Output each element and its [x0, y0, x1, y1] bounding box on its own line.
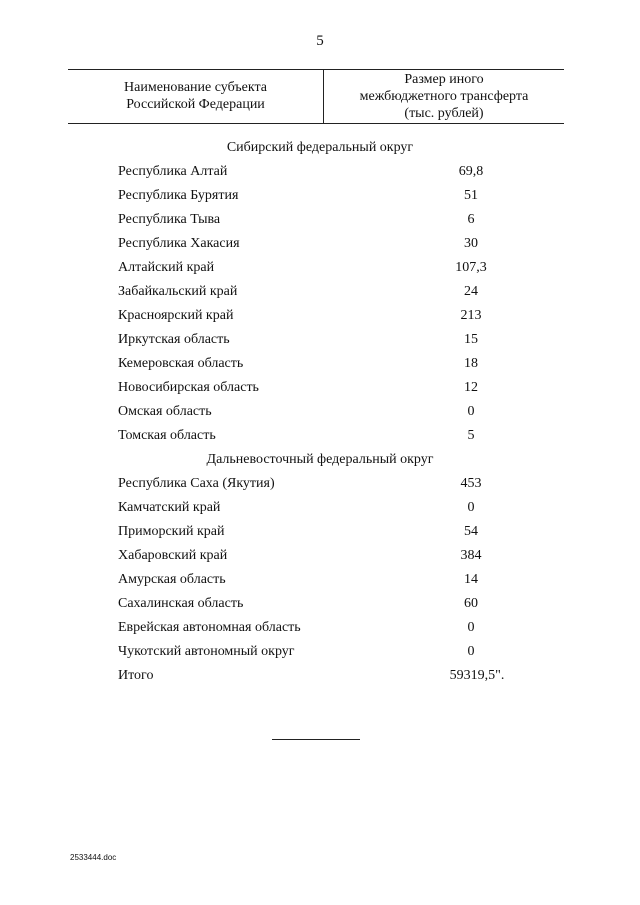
- table-row: [0, 232, 640, 256]
- table-row: [0, 544, 640, 568]
- transfer-amount: 30: [464, 236, 478, 251]
- transfer-amount: 0: [467, 620, 475, 635]
- end-rule: [272, 739, 360, 740]
- header-transfer-line-1: Размер иного: [404, 72, 484, 87]
- transfer-amount: 12: [464, 380, 478, 395]
- table-row: [0, 160, 640, 184]
- table-row: [0, 304, 640, 328]
- table-row: [0, 568, 640, 592]
- transfer-amount: 0: [467, 644, 475, 659]
- table-row: [0, 280, 640, 304]
- table-row: [0, 640, 640, 664]
- transfer-amount: 54: [464, 524, 478, 539]
- table-row: [0, 496, 640, 520]
- region-name: Приморский край: [118, 524, 225, 539]
- transfer-amount: 60: [464, 596, 478, 611]
- table-row: [0, 424, 640, 448]
- region-name: Чукотский автономный округ: [118, 644, 295, 659]
- table-row: [0, 400, 640, 424]
- region-name: Камчатский край: [118, 500, 221, 515]
- region-name: Хабаровский край: [118, 548, 228, 563]
- table-row: [0, 472, 640, 496]
- region-name: Республика Алтай: [118, 164, 228, 179]
- region-name: Республика Саха (Якутия): [118, 476, 275, 491]
- table-row: [0, 376, 640, 400]
- table-row: [0, 592, 640, 616]
- transfer-amount: 453: [460, 476, 482, 491]
- section-title: Сибирский федеральный округ: [226, 140, 414, 155]
- table-row: [0, 352, 640, 376]
- document-id: 2533444.doc: [70, 853, 117, 862]
- transfer-amount: 0: [467, 500, 475, 515]
- table-row: [0, 184, 640, 208]
- region-name: Кемеровская область: [118, 356, 244, 371]
- header-transfer-line-2: межбюджетного трансферта: [359, 89, 529, 104]
- region-name: Томская область: [118, 428, 216, 443]
- header-subject-line-1: Наименование субъекта: [124, 80, 267, 95]
- table-body: [0, 136, 640, 688]
- transfer-amount: 14: [464, 572, 478, 587]
- transfer-amount: 15: [464, 332, 478, 347]
- region-name: Новосибирская область: [118, 380, 259, 395]
- region-name: Сахалинская область: [118, 596, 244, 611]
- transfer-amount: 6: [467, 212, 475, 227]
- region-name: Республика Тыва: [118, 212, 221, 227]
- region-name: Иркутская область: [118, 332, 230, 347]
- header-transfer-column: [324, 71, 564, 122]
- region-name: Забайкальский край: [118, 284, 238, 299]
- transfer-amount: 0: [467, 404, 475, 419]
- region-name: Красноярский край: [118, 308, 234, 323]
- region-name: Алтайский край: [118, 260, 215, 275]
- region-name: Амурская область: [118, 572, 226, 587]
- region-name: Республика Бурятия: [118, 188, 239, 203]
- section-title: Дальневосточный федеральный округ: [206, 452, 434, 467]
- total-label: Итого: [118, 668, 154, 683]
- header-transfer-line-3: (тыс. рублей): [404, 106, 484, 121]
- transfer-amount: 384: [460, 548, 482, 563]
- region-name: Еврейская автономная область: [118, 620, 301, 635]
- header-subject-line-2: Российской Федерации: [126, 97, 265, 112]
- table-header: [68, 69, 564, 124]
- transfer-amount: 24: [464, 284, 478, 299]
- transfer-amount: 107,3: [455, 260, 487, 275]
- header-subject-column: [68, 79, 323, 113]
- page-number: 5: [316, 33, 324, 49]
- transfer-amount: 213: [460, 308, 482, 323]
- total-value: 59319,5".: [449, 668, 505, 683]
- region-name: Омская область: [118, 404, 212, 419]
- transfer-amount: 51: [464, 188, 478, 203]
- table-row: [0, 256, 640, 280]
- section-heading-row: [0, 136, 640, 160]
- transfer-amount: 18: [464, 356, 478, 371]
- section-heading-row: [0, 448, 640, 472]
- table-row: [0, 208, 640, 232]
- total-row: [0, 664, 640, 688]
- region-name: Республика Хакасия: [118, 236, 240, 251]
- table-row: [0, 520, 640, 544]
- table-row: [0, 328, 640, 352]
- transfer-amount: 5: [467, 428, 475, 443]
- table-row: [0, 616, 640, 640]
- transfer-amount: 69,8: [458, 164, 484, 179]
